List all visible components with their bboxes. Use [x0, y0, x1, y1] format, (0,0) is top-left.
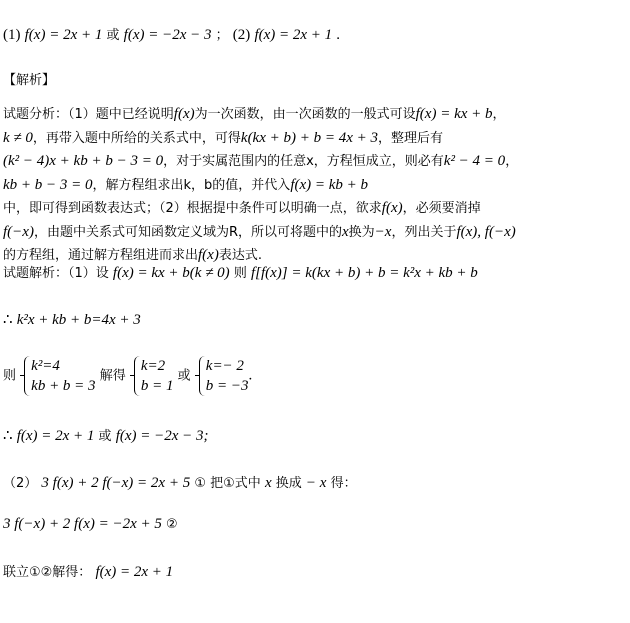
left-brace — [130, 356, 139, 396]
left-brace — [195, 356, 204, 396]
solution-composed: f[f(x)] = k(kx + b) + b = k²x + kb + b — [250, 265, 478, 281]
analysis-e4: (k² − 4)x + kb + b − 3 = 0 — [3, 153, 164, 169]
solution-then: 则 — [233, 266, 247, 281]
equation-2: 3 f(−x) + 2 f(x) = −2x + 5 — [3, 516, 162, 532]
analysis-text: ，必须要消掉 — [402, 201, 481, 216]
part2-equation2-line — [3, 516, 178, 533]
equation-1: 3 f(x) + 2 f(−x) = 2x + 5 — [41, 475, 191, 491]
solution-identity-line — [3, 310, 141, 329]
system1-row2: kb + b = 3 — [31, 378, 96, 394]
analysis-e3: k(kx + b) + b = 4x + 3 — [240, 129, 379, 146]
final-label: 联立①②解得： — [3, 565, 92, 580]
analysis-e8: f(x) — [381, 200, 403, 216]
analysis-e6: kb + b − 3 = 0 — [3, 176, 93, 193]
analysis-text: ，对于实属范围内的任意x，方程恒成立，则必有 — [163, 154, 444, 169]
analysis-text: 为一次函数，由一次函数的一般式可设 — [194, 107, 416, 122]
analysis-e5: k² − 4 = 0 — [443, 153, 506, 169]
equation-system-1 — [20, 356, 95, 396]
system3-end: . — [248, 367, 253, 384]
final-expr: f(x) = 2x + 1 — [95, 564, 174, 580]
conclusion-b: f(x) = −2x − 3; — [115, 428, 209, 444]
answer-end: . — [336, 27, 341, 43]
swap-text-c: 得： — [330, 476, 357, 491]
answer-separator: ； — [215, 28, 229, 43]
conclusion-a: f(x) = 2x + 1 — [16, 428, 95, 444]
solution-or: 或 — [177, 368, 191, 384]
solution-setup-line — [3, 262, 478, 282]
analysis-e11: −x — [374, 223, 392, 240]
analysis-e9: f(−x) — [3, 223, 34, 240]
analysis-text: 表达式. — [218, 248, 262, 263]
system2-row2: b = 1 — [140, 378, 174, 394]
analysis-text: ， — [505, 154, 519, 169]
analysis-text: ，解方程组求出k，b的值，并代入 — [92, 177, 291, 193]
answer-part1-expr-a: f(x) = 2x + 1 — [24, 27, 103, 43]
analysis-text: ，列出关于 — [391, 224, 457, 240]
solution-solve: 解得 — [99, 368, 126, 384]
answer-line — [3, 24, 340, 44]
analysis-e7: f(x) = kb + b — [290, 176, 369, 193]
solution-intro: 试题解析：（1）设 — [3, 266, 109, 281]
swap-text-a: 把①式中 — [210, 476, 261, 491]
therefore-symbol: ∴ — [3, 312, 13, 328]
swap-neg-x: − x — [305, 475, 327, 491]
analysis-text: 的方程组，通过解方程组进而求出 — [3, 248, 199, 263]
analysis-text: ，由题中关系式可知函数定义域为R，所以可将题中的 — [33, 224, 342, 240]
analysis-text: ，再带入题中所给的关系式中，可得 — [32, 130, 241, 146]
system1-row1: k²=4 — [31, 358, 60, 374]
analysis-e10: x — [341, 223, 349, 240]
final-answer-line — [3, 561, 173, 581]
answer-or: 或 — [106, 28, 120, 43]
therefore-symbol: ∴ — [3, 428, 13, 444]
system3-row1: k=− 2 — [205, 358, 244, 374]
part2-equation1-line — [3, 472, 357, 492]
analysis-text: ，整理后有 — [378, 130, 444, 146]
swap-x: x — [264, 475, 272, 491]
analysis-text: ， — [492, 107, 506, 122]
answer-part1-expr-b: f(x) = −2x − 3 — [123, 27, 212, 43]
section-header: 【解析】 — [3, 73, 56, 88]
answer-part2-expr: f(x) = 2x + 1 — [254, 27, 333, 43]
analysis-paragraph — [3, 103, 627, 268]
answer-part1-label: (1) — [3, 27, 21, 43]
solution-setup: f(x) = kx + b(k ≠ 0) — [112, 265, 230, 281]
swap-text-b: 换成 — [275, 476, 302, 491]
part2-label: （2） — [3, 476, 38, 491]
equation-1-mark: ① — [194, 476, 206, 491]
analysis-text: 换为 — [348, 224, 375, 240]
analysis-f1: f(x) — [173, 106, 195, 122]
equation-system-3 — [195, 356, 249, 396]
solution-identity: k²x + kb + b=4x + 3 — [16, 312, 141, 328]
equation-system-2 — [130, 356, 174, 396]
conclusion-or: 或 — [98, 429, 112, 444]
analysis-e13: f(x) — [198, 247, 219, 263]
left-brace — [20, 356, 29, 396]
solution-ze: 则 — [3, 368, 17, 384]
answer-part2-label: (2) — [232, 27, 251, 43]
system2-row1: k=2 — [140, 358, 166, 374]
system3-row2: b = −3 — [205, 378, 249, 394]
analysis-e2: k ≠ 0 — [3, 129, 33, 146]
equation-2-mark: ② — [166, 517, 178, 532]
analysis-text: 中，即可得到函数表达式；（2）根据提中条件可以明确一点，欲求 — [3, 201, 382, 216]
solution-systems-line — [3, 356, 252, 396]
analysis-e1: f(x) = kx + b — [415, 106, 493, 122]
analysis-e12: f(x), f(−x) — [456, 223, 516, 240]
solution-conclusion-line — [3, 425, 209, 445]
analysis-prefix: 试题分析：（1）题中已经说明 — [3, 107, 174, 122]
